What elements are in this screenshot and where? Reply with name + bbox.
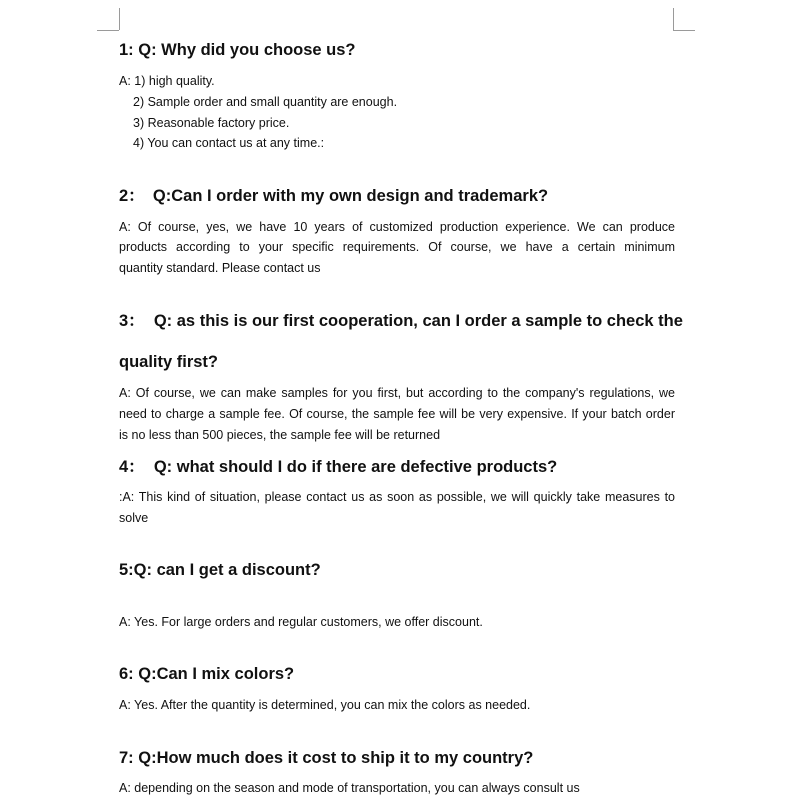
answer-2-line: A: Of course, yes, we have 10 years of customized production experience. We can produce (119, 220, 675, 234)
answer-6-line: A: Yes. After the quantity is determined, you can mix the colors as needed. (119, 698, 531, 712)
answer-4-line: :A: This kind of situation, please contact us as soon as possible, we will quickly take measures to (119, 490, 675, 504)
answer-1-line: 4) You can contact us at any time.: (133, 136, 325, 150)
answer-1-line: 3) Reasonable factory price. (133, 116, 290, 130)
answer-2-line: products according to your specific requirements. Of course, we have a certain minimum (119, 240, 675, 254)
answer-7-line: A: depending on the season and mode of transportation, you can always consult us (119, 781, 580, 795)
answer-3-line: A: Of course, we can make samples for you first, but according to the company's regulations, we (119, 386, 675, 400)
answer-5-line: A: Yes. For large orders and regular customers, we offer discount. (119, 615, 483, 629)
answer-3-line: is no less than 500 pieces, the sample fee will be returned (119, 428, 441, 442)
question-3-line: 3： Q: as this is our first cooperation, can I order a sample to check the (119, 312, 683, 330)
question-7: 7: Q:How much does it cost to ship it to my country? (119, 749, 534, 767)
answer-3-line: need to charge a sample fee. Of course, the sample fee will be very expensive. If your batch order (119, 407, 675, 421)
question-3-line: quality first? (119, 353, 219, 371)
margin-mark-top-left-vertical (119, 8, 120, 30)
margin-mark-top-right-vertical (673, 8, 674, 30)
question-4: 4： Q: what should I do if there are defective products? (119, 458, 558, 476)
margin-mark-top-right-horizontal (673, 30, 695, 31)
answer-1-line: A: 1) high quality. (119, 74, 215, 88)
margin-mark-top-left-horizontal (97, 30, 119, 31)
answer-1-line: 2) Sample order and small quantity are enough. (133, 95, 398, 109)
answer-4-line: solve (119, 511, 149, 525)
question-6: 6: Q:Can I mix colors? (119, 665, 295, 683)
question-1: 1: Q: Why did you choose us? (119, 41, 356, 59)
answer-2-line: quantity standard. Please contact us (119, 261, 321, 275)
question-2: 2： Q:Can I order with my own design and trademark? (119, 187, 549, 205)
question-5: 5:Q: can I get a discount? (119, 561, 321, 579)
